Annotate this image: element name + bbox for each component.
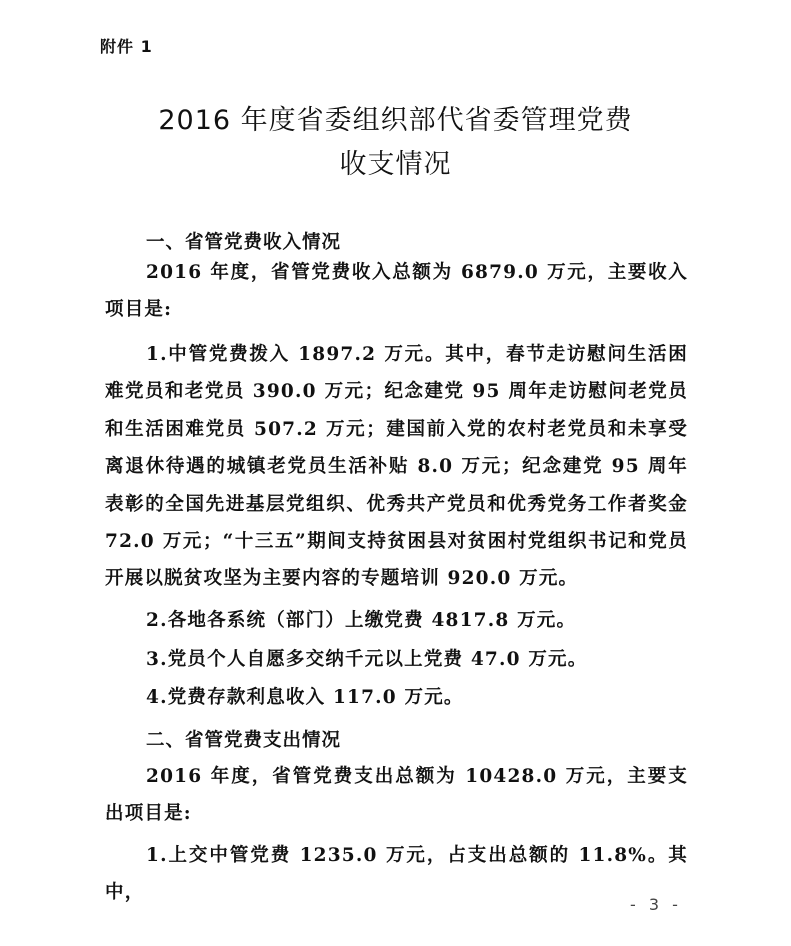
- section1-item3: 3.党员个人自愿多交纳千元以上党费 47.0 万元。: [146, 649, 588, 670]
- document-title-line2: 收支情况: [339, 149, 452, 180]
- section1-item1: 1.中管党费拨入 1897.2 万元。其中，春节走访慰问生活困难党员和老党员 390.0 万元；纪念建党 95 周年走访慰问老党员和生活困难党员 507.2 万元；建国前入党的农村老党员和未享受离退休待遇的城镇老党员生活补贴 8.0 万元；纪念建党 95 周年表彰的全国先进基层党组织、优秀共产党员和优秀党务工作者奖金 72.0 万元；“十三五”期间支持贫困县对贫困村党组织书记和党员开展以脱贫攻坚为主要内容的专题培训 920.0 万元。: [105, 344, 688, 590]
- page-number: - 3 -: [630, 895, 682, 914]
- section2-item1: 1.上交中管党费 1235.0 万元，占支出总额的 11.8%。其中，: [105, 845, 688, 904]
- section1-item4: 4.党费存款利息收入 117.0 万元。: [146, 687, 464, 708]
- section2-intro: 2016 年度，省管党费支出总额为 10428.0 万元，主要支出项目是:: [105, 766, 688, 825]
- section1-item2: 2.各地各系统（部门）上缴党费 4817.8 万元。: [146, 610, 577, 631]
- attachment-label: 附件 1: [100, 37, 153, 56]
- section2-heading: 二、省管党费支出情况: [146, 730, 342, 751]
- section1-intro: 2016 年度，省管党费收入总额为 6879.0 万元，主要收入项目是:: [105, 262, 688, 321]
- section1-heading: 一、省管党费收入情况: [146, 232, 342, 253]
- document-title-line1: 2016 年度省委组织部代省委管理党费: [158, 105, 633, 136]
